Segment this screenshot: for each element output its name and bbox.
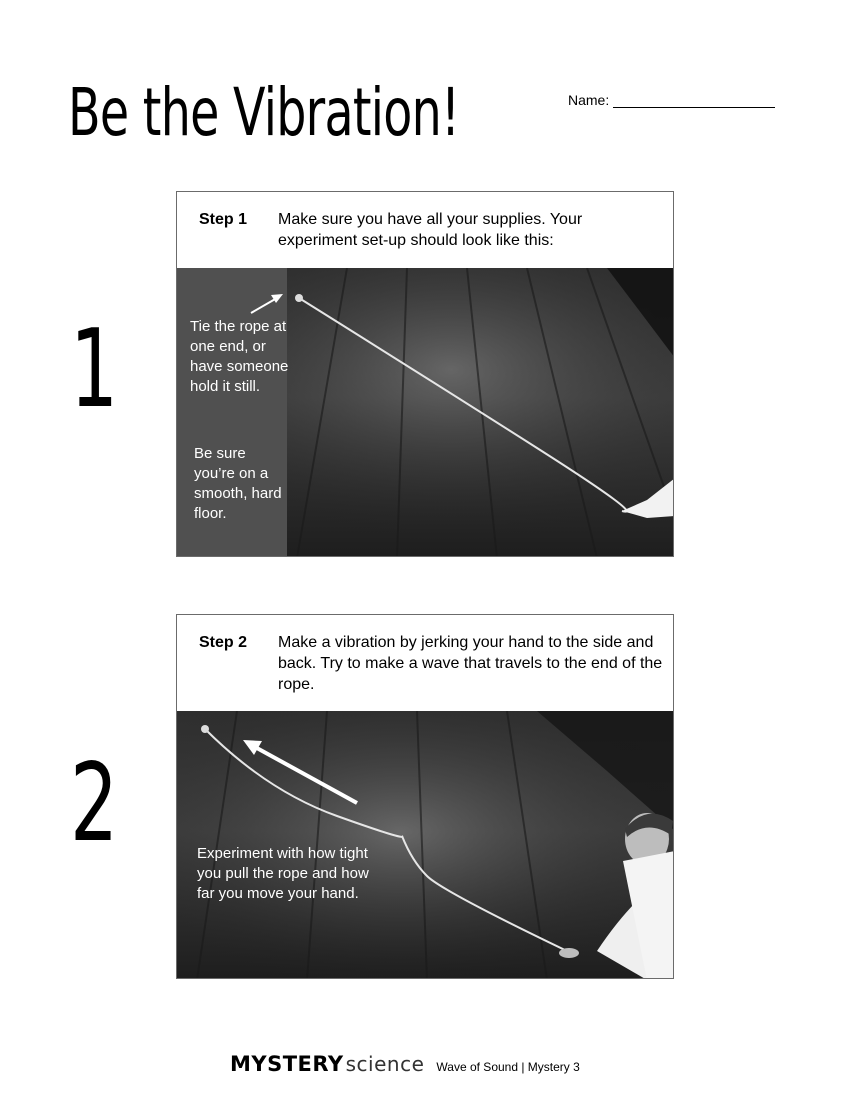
name-label: Name: [568, 92, 610, 108]
footer [230, 1052, 580, 1076]
footer-text: Wave of Sound | Mystery 3 [436, 1060, 580, 1074]
step-2-header [177, 615, 673, 711]
brand-logo-bold: MYSTERY [230, 1052, 344, 1076]
step-1-card [176, 191, 674, 557]
name-field [568, 92, 775, 108]
brand-logo-light: science [345, 1052, 425, 1076]
step-1-label: Step 1 [199, 211, 248, 228]
rope-anchor [201, 725, 209, 733]
hand [559, 948, 579, 958]
step-number-2: 2 [70, 741, 119, 866]
step-2-card [176, 614, 674, 979]
step-1-header [177, 192, 673, 268]
page-title: Be the Vibration! [68, 74, 460, 151]
step-2-instructions: Make a vibration by jerking your hand to the side and back. Try to make a wave that travels to the end of the rope. [278, 634, 663, 693]
step-2-label: Step 2 [199, 634, 248, 651]
step-1-photo [177, 268, 673, 556]
step-1-instructions: Make sure you have all your supplies. Your experiment set-up should look like this: [278, 211, 583, 249]
name-blank-line[interactable] [613, 93, 775, 108]
step-2-photo [177, 711, 673, 978]
step-1-caption-tie-rope: Tie the rope at one end, or have someone hold it still. [190, 318, 289, 395]
step-1-caption-floor: Be sure you’re on a smooth, hard floor. [194, 445, 282, 522]
step-number-1: 1 [70, 307, 119, 432]
step-2-caption: Experiment with how tight you pull the rope and how far you move your hand. [197, 845, 369, 902]
